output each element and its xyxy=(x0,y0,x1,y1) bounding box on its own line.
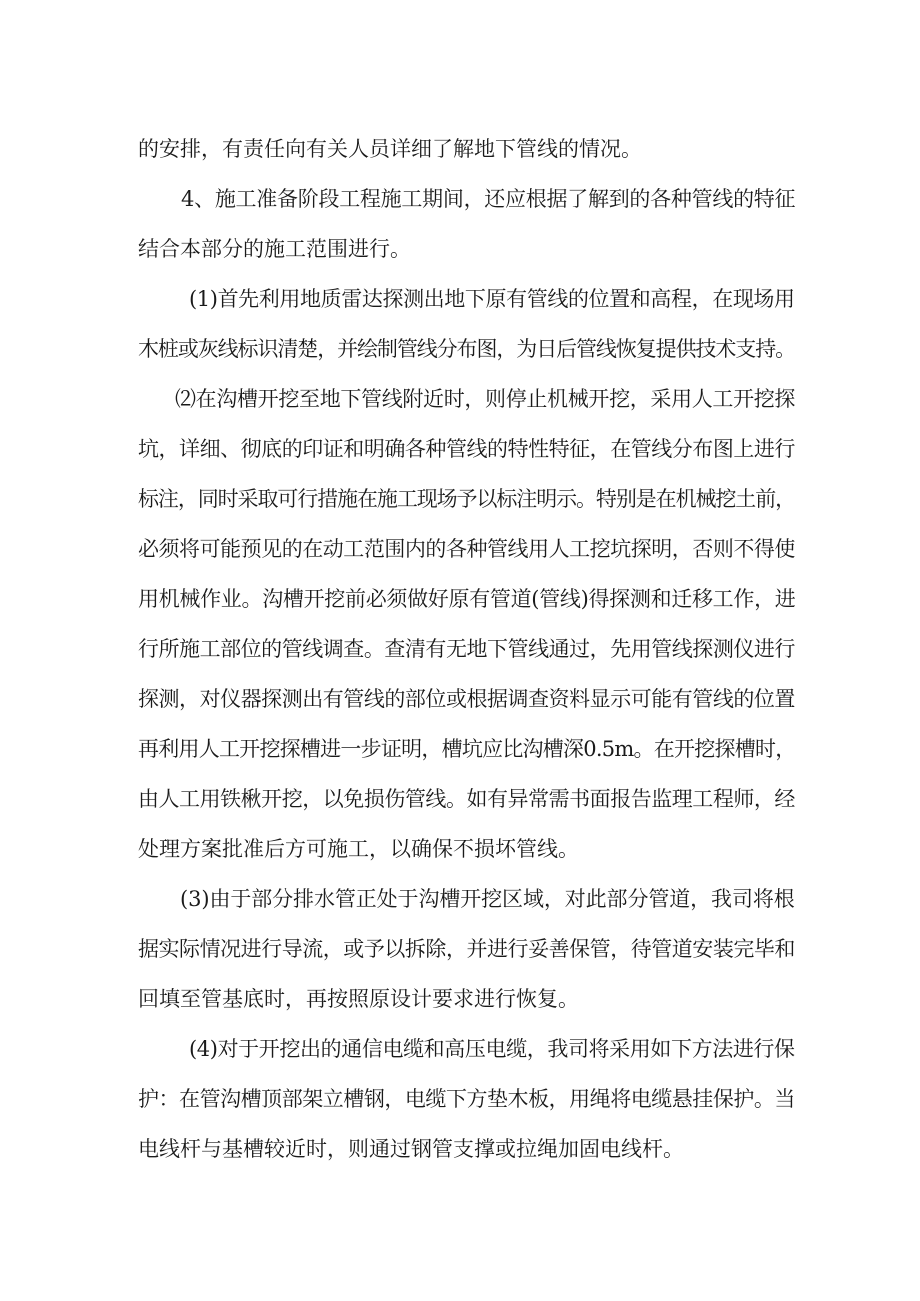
text-line-4: (1)首先利用地质雷达探测出地下原有管线的位置和高程，在现场用 xyxy=(189,287,795,311)
text-line-5: 木桩或灰线标识清楚，并绘制管线分布图，为日后管线恢复提供技术支持。 xyxy=(138,337,796,361)
text-line-19: (4)对于开挖出的通信电缆和高压电缆，我司将采用如下方法进行保 xyxy=(189,1037,795,1061)
text-line-1: 的安排，有责任向有关人员详细了解地下管线的情况。 xyxy=(138,137,642,161)
text-line-18: 回填至管基底时，再按照原设计要求进行恢复。 xyxy=(138,987,579,1011)
text-line-11: 行所施工部位的管线调查。查清有无地下管线通过，先用管线探测仪进行 xyxy=(138,637,795,661)
text-line-7: 坑，详细、彻底的印证和明确各种管线的特性特征，在管线分布图上进行 xyxy=(138,437,795,461)
text-line-14: 由人工用铁楸开挖，以免损伤管线。如有异常需书面报告监理工程师，经 xyxy=(138,787,795,811)
text-line-9: 必须将可能预见的在动工范围内的各种管线用人工挖坑探明，否则不得使 xyxy=(138,537,795,561)
text-line-12: 探测，对仪器探测出有管线的部位或根据调查资料显示可能有管线的位置 xyxy=(138,687,795,711)
text-line-15: 处理方案批准后方可施工，以确保不损坏管线。 xyxy=(138,837,579,861)
text-line-6: ⑵在沟槽开挖至地下管线附近时，则停止机械开挖，采用人工开挖探 xyxy=(175,387,796,411)
text-line-2: 4、施工准备阶段工程施工期间，还应根据了解到的各种管线的特征 xyxy=(181,187,796,211)
text-line-17: 据实际情况进行导流，或予以拆除，并进行妥善保管，待管道安装完毕和 xyxy=(138,937,795,961)
text-line-8: 标注，同时采取可行措施在施工现场予以标注明示。特别是在机械挖土前， xyxy=(138,487,796,511)
text-line-13: 再利用人工开挖探槽进一步证明，槽坑应比沟槽深0.5m。在开挖探槽时， xyxy=(138,737,796,761)
text-line-20: 护：在管沟槽顶部架立槽钢，电缆下方垫木板，用绳将电缆悬挂保护。当 xyxy=(138,1087,795,1111)
text-line-10: 用机械作业。沟槽开挖前必须做好原有管道(管线)得探测和迁移工作，进 xyxy=(138,587,796,611)
text-line-16: (3)由于部分排水管正处于沟槽开挖区域，对此部分管道，我司将根 xyxy=(180,887,795,911)
text-line-21: 电线杆与基槽较近时，则通过钢管支撑或拉绳加固电线杆。 xyxy=(138,1137,684,1161)
text-line-3: 结合本部分的施工范围进行。 xyxy=(138,237,411,261)
